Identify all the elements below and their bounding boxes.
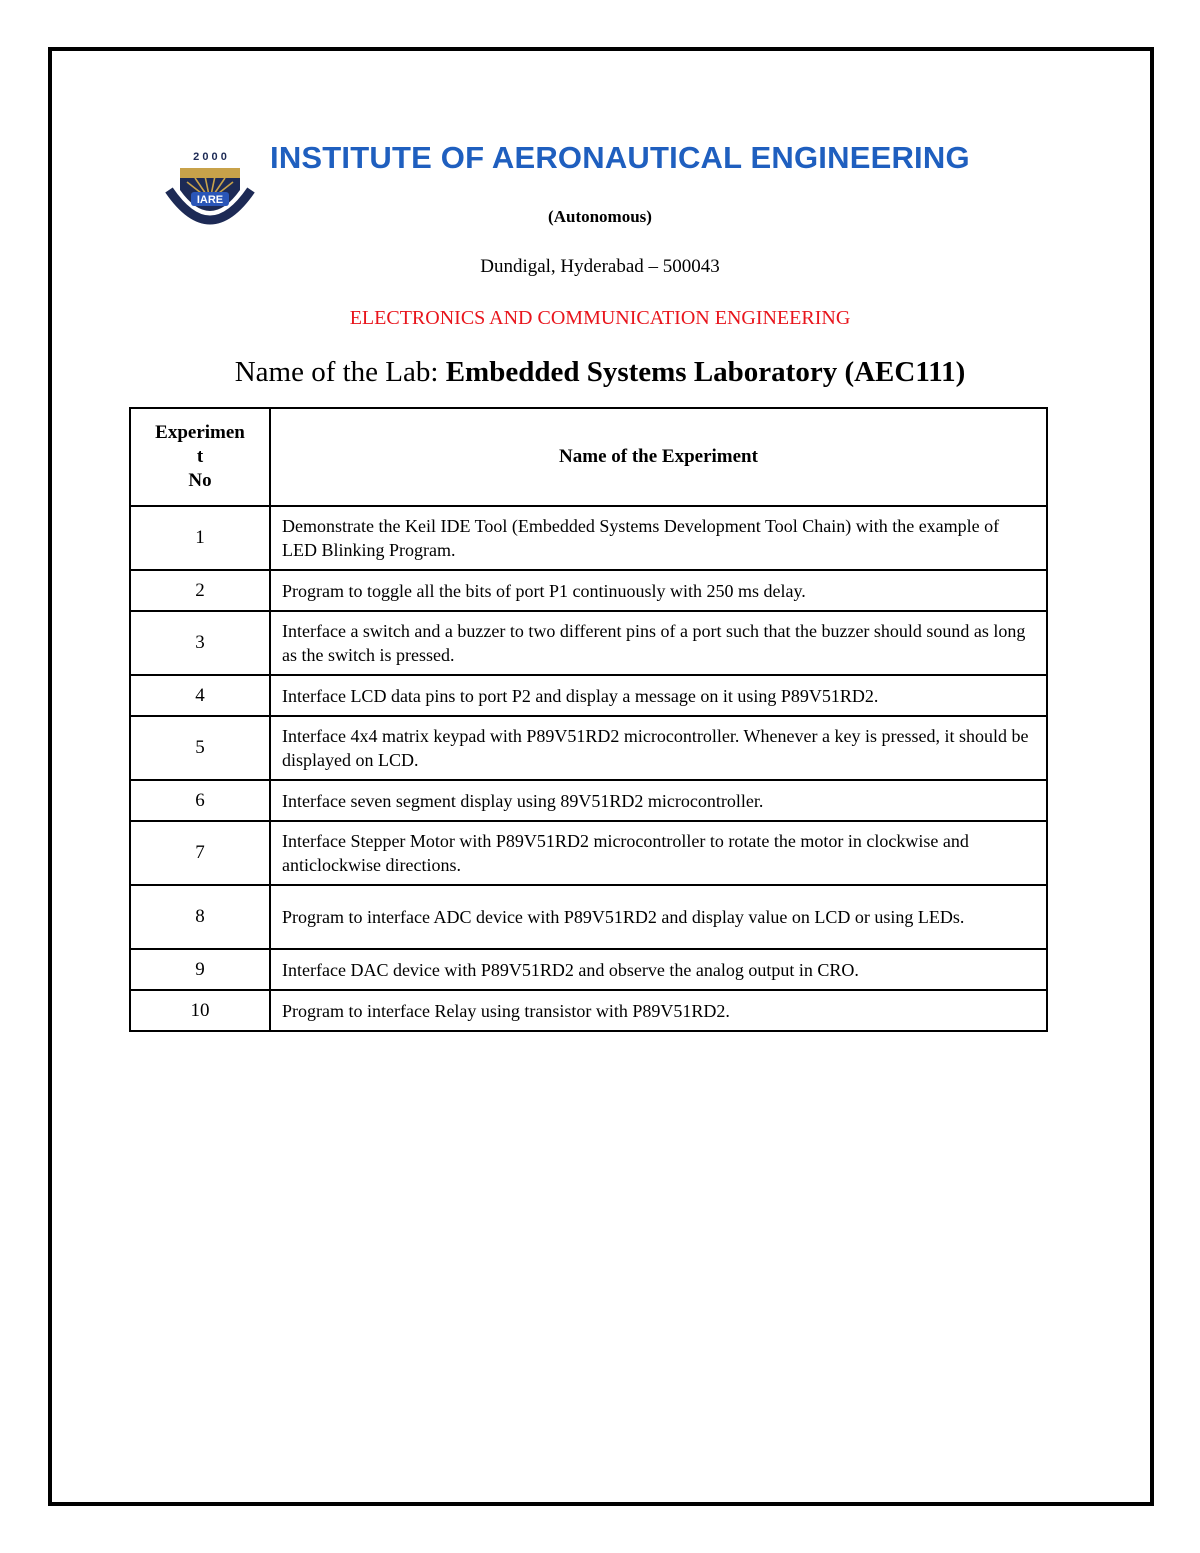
department-name: ELECTRONICS AND COMMUNICATION ENGINEERING (349, 307, 851, 329)
logo-year: 2 0 0 0 (193, 151, 227, 163)
lab-name: Embedded Systems Laboratory (AEC111) (445, 356, 966, 388)
experiment-name: Interface 4x4 matrix keypad with P89V51RD2 microcontroller. Whenever a key is pressed, it should be displayed on LCD. (270, 716, 1047, 780)
experiment-no: 1 (130, 506, 270, 570)
experiment-no: 8 (130, 885, 270, 949)
experiment-no: 7 (130, 821, 270, 885)
table-row (130, 570, 1047, 611)
institute-name: INSTITUTE OF AERONAUTICAL ENGINEERING (270, 140, 970, 175)
header-no-line3: No (188, 470, 212, 491)
experiment-no: 2 (130, 570, 270, 611)
experiments-table (129, 407, 1048, 1032)
experiment-name: Interface LCD data pins to port P2 and display a message on it using P89V51RD2. (270, 675, 1047, 716)
lab-title-prefix: Name of the Lab: (234, 356, 446, 388)
table-row (130, 885, 1047, 949)
experiment-name: Interface Stepper Motor with P89V51RD2 microcontroller to rotate the motor in clockwise and anticlockwise directions. (270, 821, 1047, 885)
address: Dundigal, Hyderabad – 500043 (480, 256, 720, 277)
table-row (130, 821, 1047, 885)
experiment-name: Program to interface Relay using transistor with P89V51RD2. (270, 990, 1047, 1031)
experiment-name: Interface seven segment display using 89V51RD2 microcontroller. (270, 780, 1047, 821)
experiment-name: Interface DAC device with P89V51RD2 and observe the analog output in CRO. (270, 949, 1047, 990)
header-no-line2: t (196, 446, 204, 467)
experiment-no: 4 (130, 675, 270, 716)
experiment-no: 3 (130, 611, 270, 675)
table-row (130, 716, 1047, 780)
experiment-no: 9 (130, 949, 270, 990)
experiment-name: Interface a switch and a buzzer to two different pins of a port such that the buzzer should sound as long as the switch is pressed. (270, 611, 1047, 675)
table-row (130, 990, 1047, 1031)
table-row (130, 949, 1047, 990)
experiment-name: Program to interface ADC device with P89V51RD2 and display value on LCD or using LEDs. (270, 885, 1047, 949)
table-row (130, 506, 1047, 570)
experiment-name: Demonstrate the Keil IDE Tool (Embedded Systems Development Tool Chain) with the example of LED Blinking Program. (270, 506, 1047, 570)
table-row (130, 675, 1047, 716)
table-header-row (130, 408, 1047, 506)
header-experiment-name: Name of the Experiment (270, 408, 1047, 506)
header-experiment-no (130, 408, 270, 506)
header-no-line1: Experimen (155, 422, 245, 443)
table-row (130, 611, 1047, 675)
logo-text: IARE (196, 194, 224, 206)
experiment-name: Program to toggle all the bits of port P1 continuously with 250 ms delay. (270, 570, 1047, 611)
experiment-no: 10 (130, 990, 270, 1031)
lab-title (0, 356, 1200, 389)
table-row (130, 780, 1047, 821)
autonomous-label: (Autonomous) (548, 207, 652, 226)
logo-gold-band (180, 168, 240, 178)
experiment-no: 6 (130, 780, 270, 821)
experiment-no: 5 (130, 716, 270, 780)
